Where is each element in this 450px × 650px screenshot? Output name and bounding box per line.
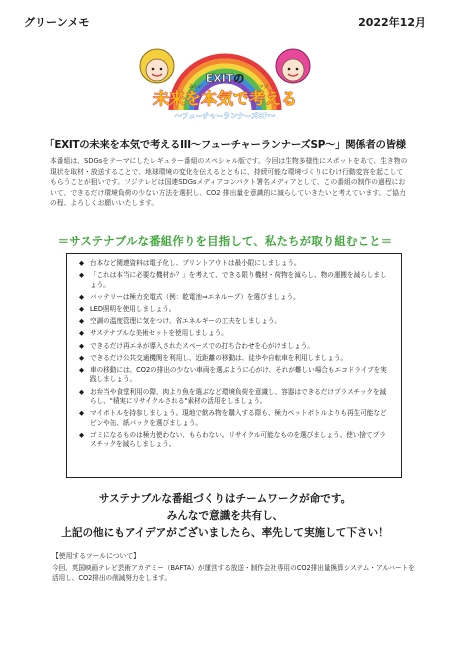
- diamond-bullet-icon: ◆: [79, 430, 85, 439]
- tools-heading: 【使用するツールについて】: [52, 552, 140, 560]
- diamond-bullet-icon: ◆: [79, 341, 85, 350]
- intro-paragraph: 本番組は、SDGsをテーマにしたレギュラー番組のスペシャル版です。今回は生物多様性にスポットをあて、生き物の現状を取材・放送することで、地球環境の変化を伝えるとともに、持続可能な環境づくりにむけ行動変容を起こしてもらうことが狙いです。フジテレビは国連SDGsメディアコンパクト署名メディアとして、この番組の制作の過程において、できるだけ環境負荷の少ない方法を選択し、CO2 排出量を意識的に減らしていきたいと考えています。ご協力の程、よろしくお願いいたします。: [50, 157, 408, 208]
- rule-text: バッテリーは極力充電式（例：乾電池⇒エネループ）を選びましょう。: [90, 292, 300, 301]
- rainbow-logo-graphic: [127, 36, 323, 132]
- closing-message: [0, 491, 450, 542]
- diamond-bullet-icon: ◆: [79, 329, 85, 338]
- rule-text: 「これは本当に必要な機材か？」を考えて、できる限り機材・荷物を減らし、物の運搬を減らしましょう。: [90, 271, 387, 289]
- rule-item: [77, 409, 391, 428]
- rule-text: できるだけ再エネが導入されたスペースでの打ち合わせを心がけましょう。: [90, 341, 314, 350]
- diamond-bullet-icon: ◆: [79, 317, 85, 326]
- left-character-illustration: [140, 49, 174, 83]
- diamond-bullet-icon: ◆: [79, 387, 85, 396]
- rule-item: [77, 388, 391, 407]
- rule-item: [77, 366, 391, 385]
- tools-body: 今回、英国映画テレビ芸術アカデミー（BAFTA）が運営する放送・制作会社専用のCO2排出量換算システム・アルバートを活用し、CO2排出の削減努力をします。: [52, 564, 415, 582]
- diamond-bullet-icon: ◆: [79, 353, 85, 362]
- logo-ruby-honki: マジ: [259, 85, 268, 90]
- logo-ruby-mirai: みらい: [189, 85, 203, 90]
- rule-text: LED照明を使用しましょう。: [90, 305, 176, 314]
- rule-text: ゴミになるものは極力使わない、もらわない。リサイクル可能なものを選びましょう。使い捨てプラスチックを減らしましょう。: [90, 430, 386, 449]
- closing-line3: 上記の他にもアイデアがございましたら、率先して実施して下さい！: [61, 527, 389, 539]
- diamond-bullet-icon: ◆: [79, 271, 85, 280]
- rule-item: [77, 317, 391, 326]
- diamond-bullet-icon: ◆: [79, 292, 85, 301]
- rule-item: [77, 431, 391, 450]
- closing-line2: みんなで意識を共有し、: [166, 510, 284, 522]
- rule-item: [77, 305, 391, 314]
- diamond-bullet-icon: ◆: [79, 409, 85, 418]
- right-character-illustration: [276, 49, 310, 83]
- rule-text: マイボトルを持参しましょう。現地で飲み物を購入する際も、極力ペットボトルよりも再生可能などビンや缶、紙パックを選びましょう。: [90, 409, 387, 427]
- rule-item: [77, 259, 391, 268]
- logo-line1: EXITの: [205, 72, 245, 85]
- rule-text: サステナブルな美術セットを使用しましょう。: [90, 329, 228, 338]
- rule-text: 空調の温度管理に気をつけ、省エネルギーの工夫をしましょう。: [90, 317, 281, 326]
- diamond-bullet-icon: ◆: [79, 305, 85, 314]
- logo-line3: 〜フューチャーランナーズSP〜: [174, 112, 276, 120]
- memo-label: グリーンメモ: [24, 16, 90, 29]
- rule-item: [77, 293, 391, 302]
- headline: 「EXITの未来を本気で考えるIII〜フューチャーランナーズSP〜」関係者の皆様: [44, 139, 406, 151]
- rules-list: [77, 259, 391, 450]
- rules-box: [66, 253, 402, 478]
- rule-text: お弁当や食堂利用の際、肉より魚を選ぶなど環境負荷を意識し、容器はできるだけプラスチックを減らし、"積実にリサイクルされる"素材の活用をしましょう。: [90, 387, 387, 406]
- rule-item: [77, 342, 391, 351]
- rule-text: できるだけ公共交通機関を利用し、近距離の移動は、徒歩や自転車を利用しましょう。: [90, 353, 348, 362]
- date-label: 2022年12月: [358, 16, 426, 29]
- diamond-bullet-icon: ◆: [79, 366, 85, 375]
- sustainable-subheading: ＝サステナブルな番組作りを目指して、私たちが取り組むこと＝: [57, 234, 393, 248]
- rule-text: 台本など関連資料は電子化し、プリントアウトは最小限にしましょう。: [90, 259, 301, 267]
- closing-line1: サステナブルな番組づくりはチームワークが命です。: [98, 493, 352, 505]
- logo-line2: 未来を本気で考える: [152, 89, 298, 108]
- diamond-bullet-icon: ◆: [79, 259, 85, 267]
- top-row: [24, 14, 426, 30]
- rule-item: [77, 329, 391, 338]
- rule-item: [77, 354, 391, 363]
- program-logo: [127, 36, 323, 132]
- rule-text: 車の移動には、CO2の排出の少ない車両を選ぶように心がけ、それが難しい場合もエコドライブを実践しましょう。: [90, 366, 387, 384]
- rule-item: [77, 271, 391, 290]
